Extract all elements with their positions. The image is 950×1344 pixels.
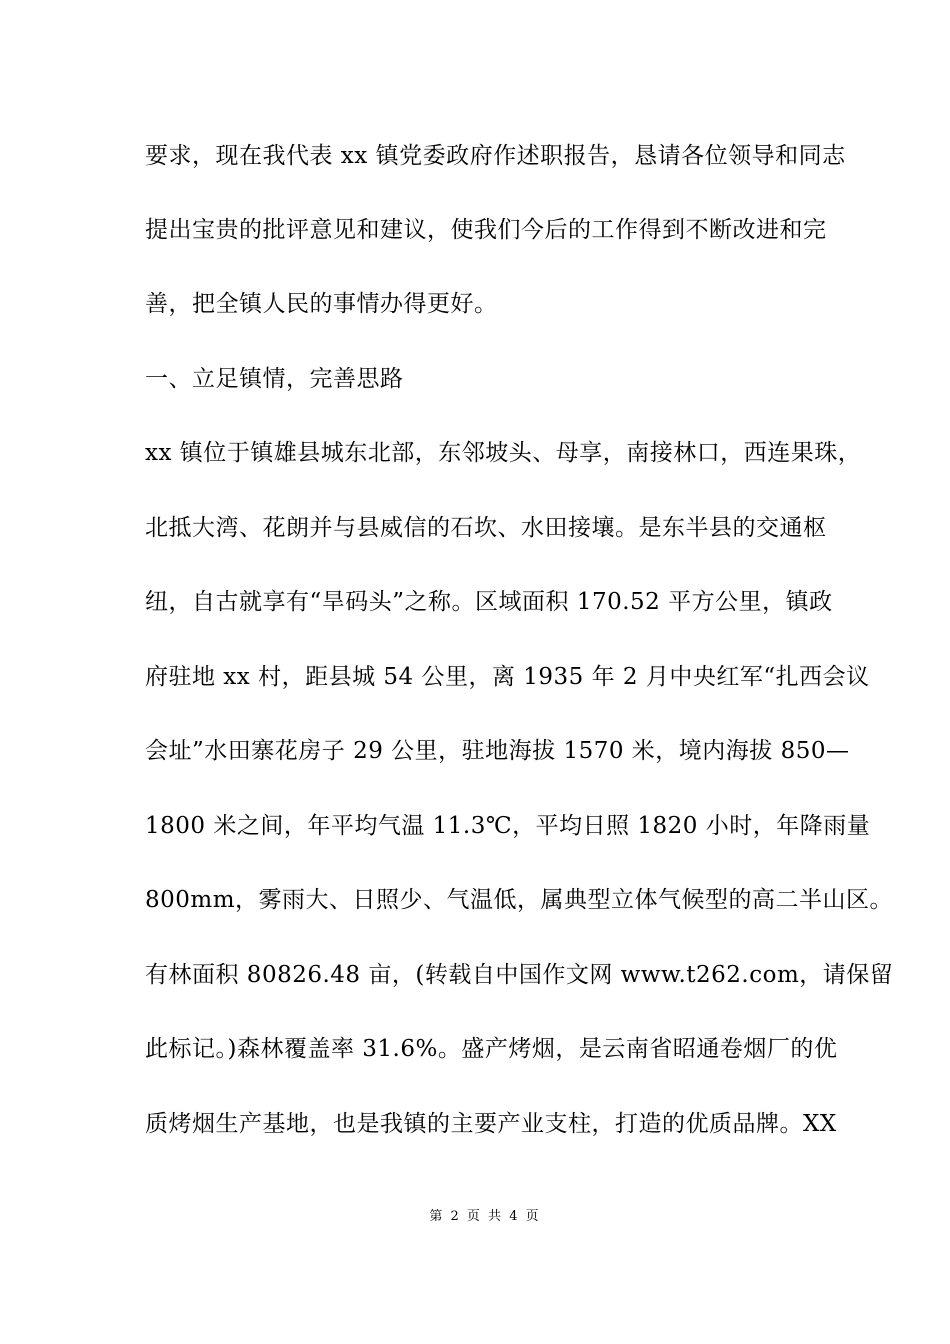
paragraph-line: 要求，现在我代表 xx 镇党委政府作述职报告，恳请各位领导和同志 (145, 143, 846, 169)
paragraph-line: xx 镇位于镇雄县城东北部，东邻坡头、母享，南接林口，西连果珠， (145, 440, 862, 466)
paragraph-line: 此标记。)森林覆盖率 31.6%。盛产烤烟，是云南省昭通卷烟厂的优 (145, 1036, 838, 1062)
paragraph-line: 提出宝贵的批评意见和建议，使我们今后的工作得到不断改进和完 (145, 217, 827, 243)
paragraph-line: 府驻地 xx 村，距县城 54 公里，离 1935 年 2 月中央红军“扎西会议 (145, 664, 870, 690)
paragraph-line: 善，把全镇人民的事情办得更好。 (145, 291, 498, 317)
paragraph-line: 800mm，雾雨大、日照少、气温低，属典型立体气候型的高二半山区。 (145, 887, 894, 913)
paragraph-line: 北抵大湾、花朗并与县威信的石坎、水田接壤。是东半县的交通枢 (145, 515, 827, 541)
paragraph-line: 会址”水田寨花房子 29 公里，驻地海拔 1570 米，境内海拔 850— (145, 738, 850, 764)
paragraph-line: 质烤烟生产基地，也是我镇的主要产业支柱，打造的优质品牌。XX (145, 1111, 837, 1137)
section-heading: 一、立足镇情，完善思路 (145, 366, 404, 392)
paragraph-line: 有林面积 80826.48 亩，(转载自中国作文网 www.t262.com，请保留 (145, 962, 894, 988)
paragraph-line: 纽，自古就享有“旱码头”之称。区域面积 170.52 平方公里，镇政 (145, 589, 833, 615)
page-number-footer: 第 2 页 共 4 页 (429, 1209, 541, 1224)
paragraph-line: 1800 米之间，年平均气温 11.3℃，平均日照 1820 小时，年降雨量 (145, 813, 871, 839)
